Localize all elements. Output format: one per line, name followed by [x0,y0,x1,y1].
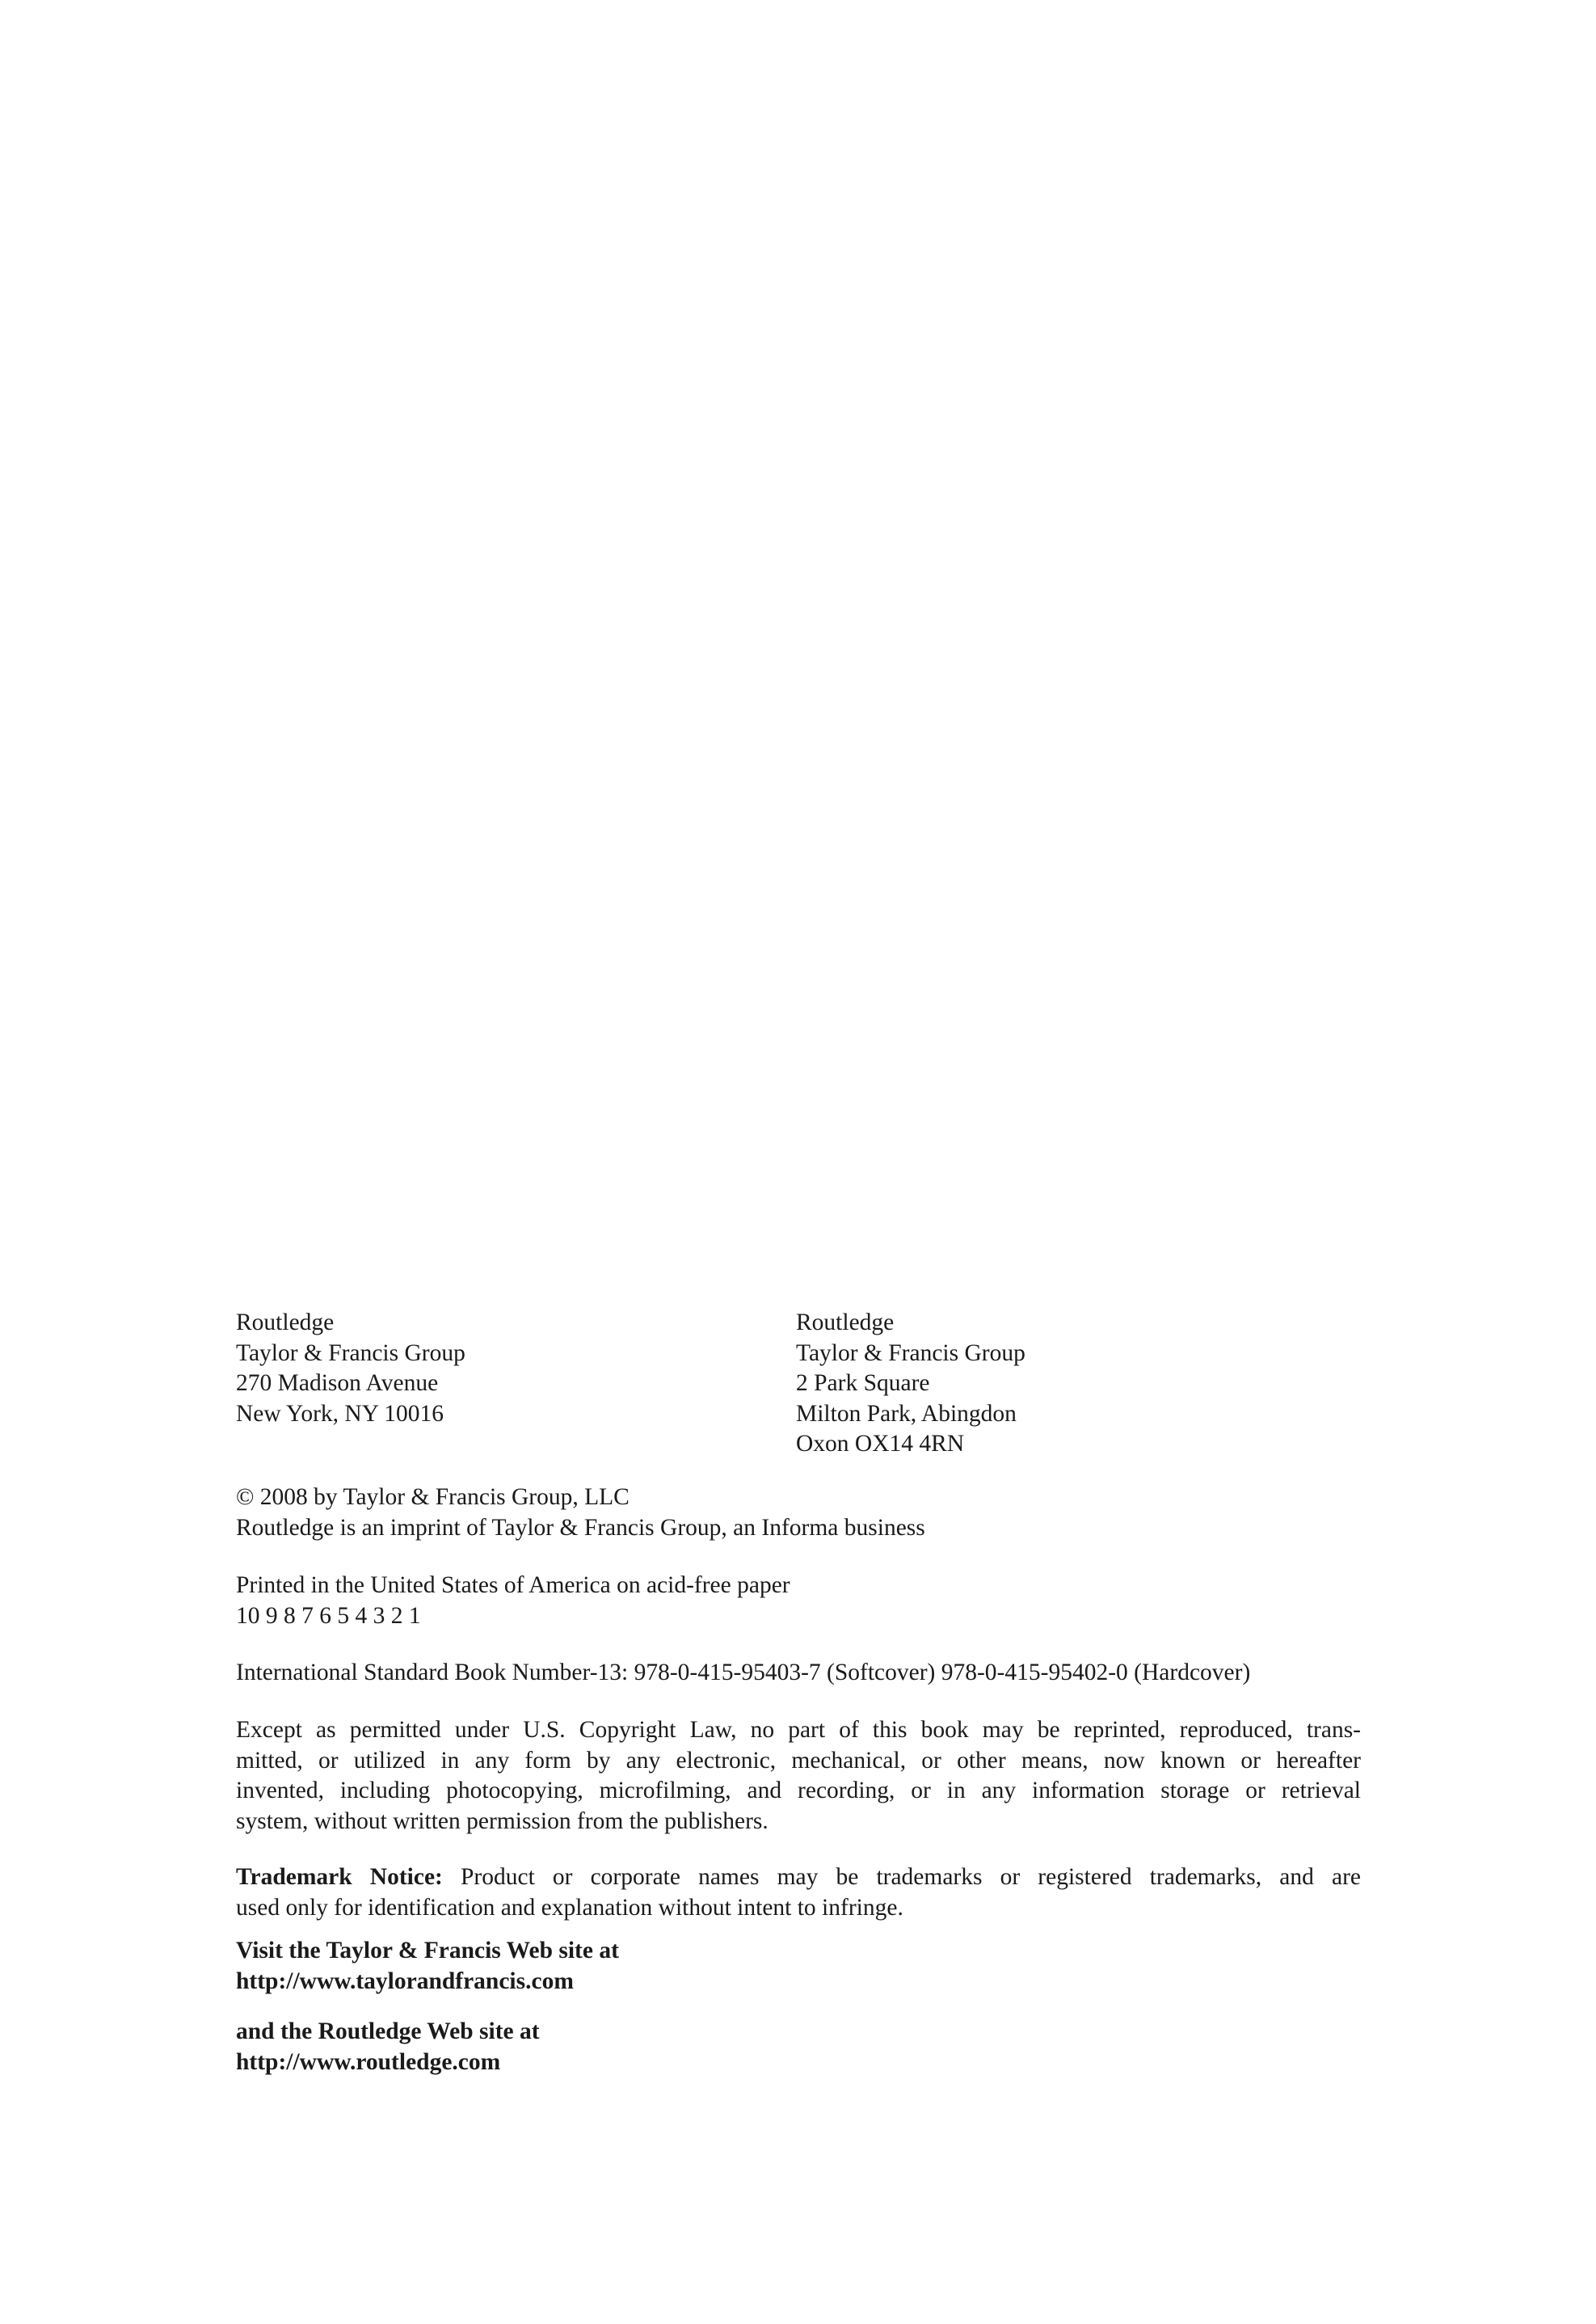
permission-line: Except as permitted under U.S. Copyright Law, no part of this book may be reprinted, reproduced, trans- [236,1717,1361,1743]
routledge-website-url[interactable]: http://www.routledge.com [236,2048,501,2075]
permission-line: system, without written permission from the publishers. [236,1807,769,1834]
copyright-notice [236,1483,1361,1543]
printer-key: 10 9 8 7 6 5 4 3 2 1 [236,1602,421,1629]
permission-notice [236,1715,1361,1837]
copyright-line: © 2008 by Taylor & Francis Group, LLC [236,1484,630,1510]
printing-info [236,1571,1361,1631]
printed-in-line: Printed in the United States of America on acid-free paper [236,1572,790,1598]
trademark-line: used only for identification and explanation without intent to infringe. [236,1894,903,1921]
trademark-text: Product or corporate names may be trademarks or registered trademarks, and are [442,1864,1361,1890]
isbn-info [236,1658,1361,1689]
uk-address-publisher: Routledge [796,1310,895,1335]
imprint-line: Routledge is an imprint of Taylor & Francis Group, an Informa business [236,1514,925,1541]
us-address-group: Taylor & Francis Group [236,1339,465,1366]
uk-address-group: Taylor & Francis Group [796,1339,1025,1366]
uk-address-locality: Milton Park, Abingdon [796,1400,1017,1427]
trademark-label: Trademark Notice: [236,1864,443,1890]
us-address [236,1308,465,1429]
routledge-website [236,2017,1361,2077]
permission-line: mitted, or utilized in any form by any electronic, mechanical, or other means, now known or hereafter [236,1747,1361,1774]
permission-line: invented, including photocopying, microfilming, and recording, or in any information storage or retrieval [236,1778,1361,1803]
tf-website-label: Visit the Taylor & Francis Web site at [236,1938,619,1963]
uk-address-postcode: Oxon OX14 4RN [796,1431,965,1457]
taylor-francis-website [236,1936,1361,1997]
uk-address-street: 2 Park Square [796,1370,930,1396]
trademark-line [236,1862,1361,1893]
routledge-website-label: and the Routledge Web site at [236,2018,540,2044]
us-address-city: New York, NY 10016 [236,1400,444,1427]
us-address-street: 270 Madison Avenue [236,1370,439,1396]
tf-website-url[interactable]: http://www.taylorandfrancis.com [236,1968,574,1994]
trademark-notice [236,1862,1361,1923]
publisher-addresses [236,1308,1361,1461]
uk-address [796,1308,1025,1460]
us-address-publisher: Routledge [236,1310,335,1335]
isbn-line: International Standard Book Number-13: 978-0-415-95403-7 (Softcover) 978-0-415-95402-0 (Hardcover) [236,1660,1251,1685]
